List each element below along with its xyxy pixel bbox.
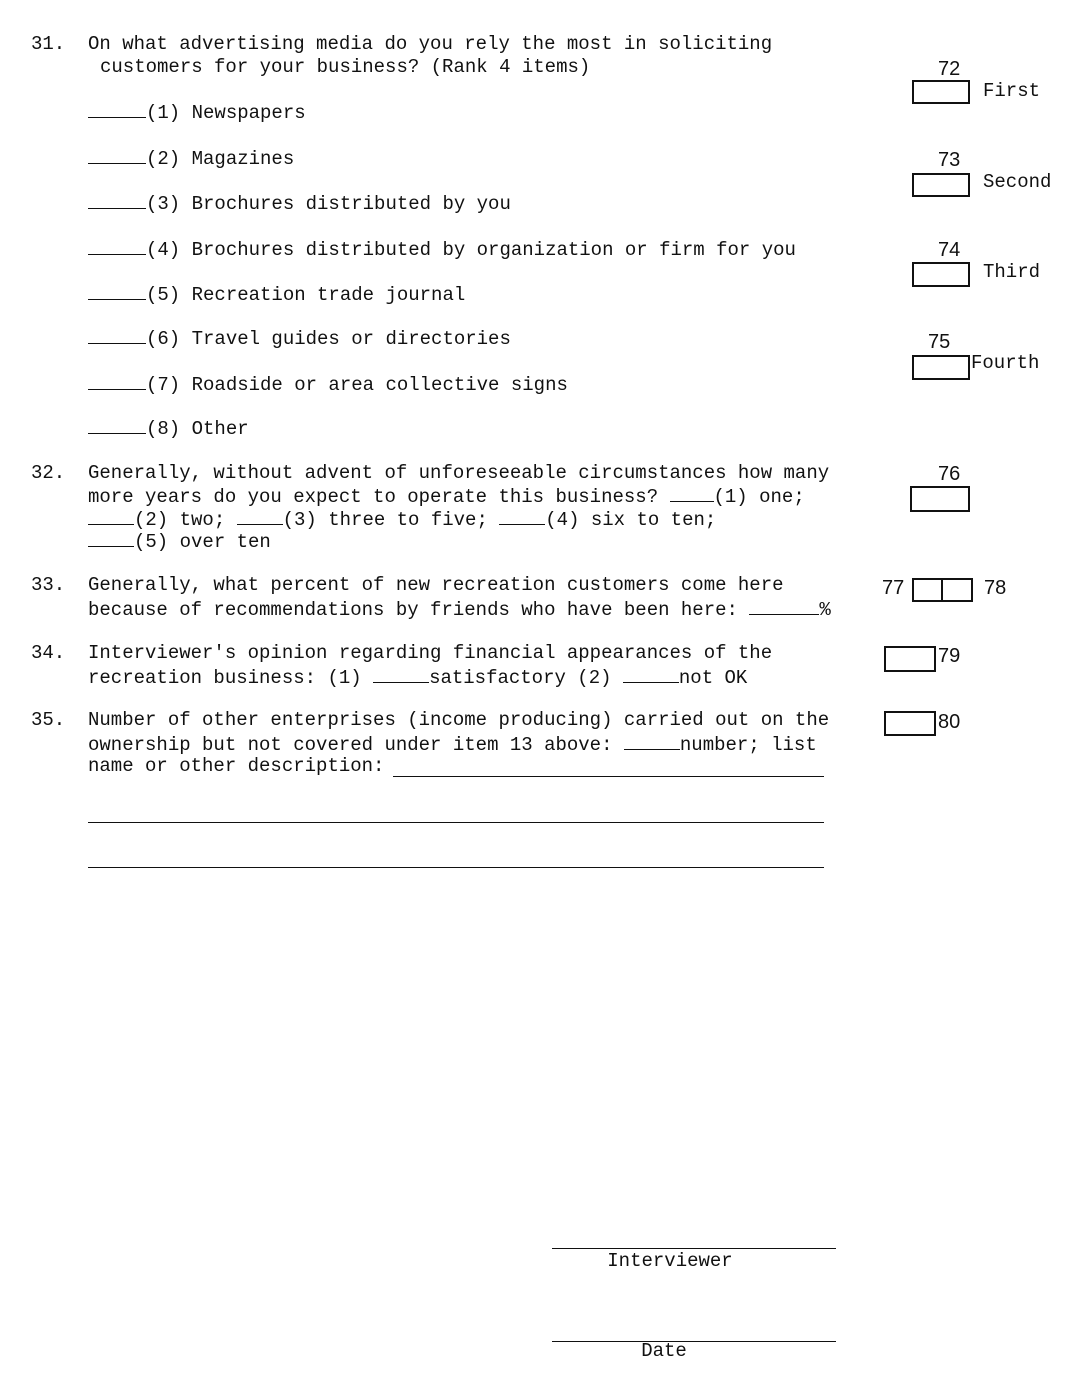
rank-first-label: First	[983, 80, 1041, 102]
q33-text-line2: because of recommendations by friends who have been here: %	[88, 599, 831, 621]
q32-option-5-blank[interactable]	[88, 529, 134, 547]
code-73-box[interactable]	[912, 173, 970, 197]
q35-number-blank[interactable]	[624, 732, 680, 750]
code-78-box[interactable]	[941, 578, 973, 602]
q31-option-4: (4) Brochures distributed by organization or firm for you	[88, 237, 796, 262]
q31-option-5-blank[interactable]	[88, 282, 146, 300]
date-caption: Date	[641, 1340, 687, 1362]
q31-option-1: (1) Newspapers	[88, 100, 306, 125]
q31-option-8-blank[interactable]	[88, 416, 146, 434]
q35-number: 35.	[31, 709, 66, 731]
q31-option-6: (6) Travel guides or directories	[88, 326, 511, 351]
rank-fourth-label: Fourth	[971, 352, 1040, 374]
q31-option-1-blank[interactable]	[88, 100, 146, 118]
q32-option-2-blank[interactable]	[88, 507, 134, 525]
q31-option-2-blank[interactable]	[88, 146, 146, 164]
q33-number: 33.	[31, 574, 66, 596]
q31-number: 31.	[31, 33, 66, 55]
q31-option-6-blank[interactable]	[88, 326, 146, 344]
q32-number: 32.	[31, 462, 66, 484]
q31-option-3: (3) Brochures distributed by you	[88, 191, 511, 216]
q32-text-line3: (2) two; (3) three to five; (4) six to ten;	[88, 507, 716, 532]
q32-text-line4: (5) over ten	[88, 529, 271, 554]
q31-option-4-blank[interactable]	[88, 237, 146, 255]
interviewer-signature-line[interactable]	[552, 1248, 836, 1249]
q31-option-5: (5) Recreation trade journal	[88, 282, 465, 307]
code-74-box[interactable]	[912, 262, 970, 287]
q31-option-3-blank[interactable]	[88, 191, 146, 209]
q33-percent-blank[interactable]	[749, 597, 819, 615]
q31-option-7: (7) Roadside or area collective signs	[88, 372, 568, 397]
q34-text-line1: Interviewer's opinion regarding financial appearances of the	[88, 642, 773, 664]
q31-option-2: (2) Magazines	[88, 146, 294, 171]
code-79-box[interactable]	[884, 646, 936, 672]
q32-option-1-blank[interactable]	[670, 484, 714, 502]
rank-second-label: Second	[983, 171, 1052, 193]
q34-number: 34.	[31, 642, 66, 664]
code-72-label: 72	[938, 58, 961, 80]
code-76-label: 76	[938, 463, 961, 485]
q34-text-line2: recreation business: (1) satisfactory (2) not OK	[88, 667, 748, 689]
q31-text-line2: customers for your business? (Rank 4 items)	[100, 56, 591, 78]
q35-text-line2: ownership but not covered under item 13 above: number; list	[88, 734, 817, 756]
q35-text-line1: Number of other enterprises (income producing) carried out on the	[88, 709, 830, 731]
q35-description-line-3[interactable]	[88, 867, 824, 868]
code-74-label: 74	[938, 239, 961, 261]
q34-satisfactory-blank[interactable]	[373, 665, 429, 683]
q35-description-line-2[interactable]	[88, 822, 824, 823]
q32-option-3-blank[interactable]	[237, 507, 283, 525]
code-80-label: 80	[938, 711, 961, 733]
q35-text-line3: name or other description:	[88, 755, 385, 777]
q32-option-4-blank[interactable]	[499, 507, 545, 525]
code-80-box[interactable]	[884, 711, 936, 736]
code-77-label: 77	[882, 577, 905, 599]
interviewer-caption: Interviewer	[607, 1250, 733, 1272]
q32-text-line1: Generally, without advent of unforeseeable circumstances how many	[88, 462, 830, 484]
q32-text-line2: more years do you expect to operate this business? (1) one;	[88, 486, 805, 508]
rank-third-label: Third	[983, 261, 1041, 283]
q31-option-8: (8) Other	[88, 416, 249, 441]
code-72-box[interactable]	[912, 80, 970, 104]
code-76-box[interactable]	[910, 486, 970, 512]
q33-text-line1: Generally, what percent of new recreation customers come here	[88, 574, 784, 596]
q35-description-line-1[interactable]	[393, 776, 824, 777]
q34-not-ok-blank[interactable]	[623, 665, 679, 683]
code-75-label: 75	[928, 331, 951, 353]
q31-text-line1: On what advertising media do you rely the most in soliciting	[88, 33, 773, 55]
code-79-label: 79	[938, 645, 961, 667]
code-78-label: 78	[984, 577, 1007, 599]
code-75-box[interactable]	[912, 355, 970, 380]
code-77-box[interactable]	[912, 578, 943, 602]
q31-option-7-blank[interactable]	[88, 372, 146, 390]
code-73-label: 73	[938, 149, 961, 171]
